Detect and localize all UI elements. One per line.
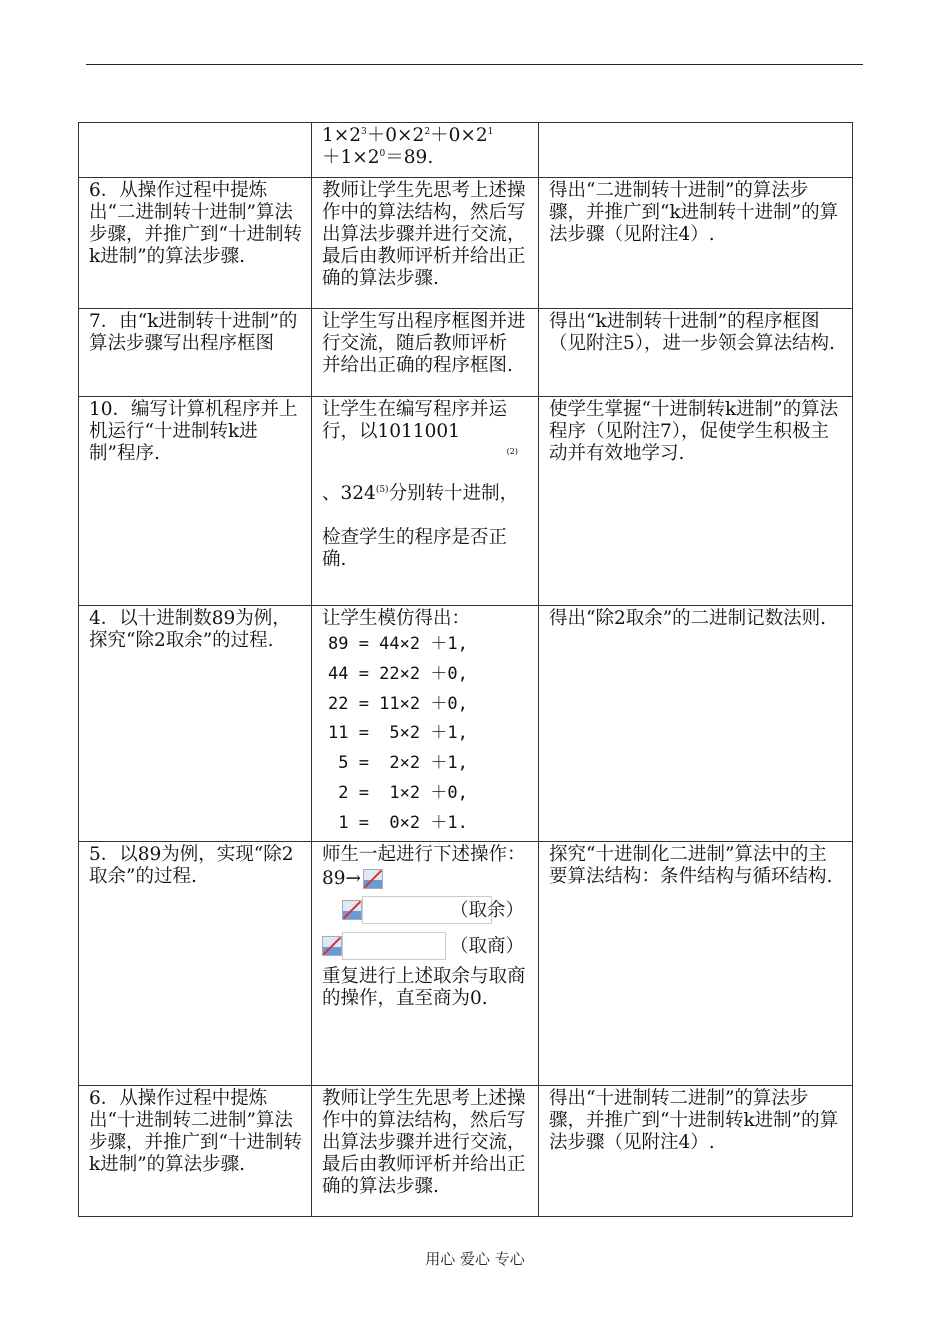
- broken-image-icon: [342, 900, 362, 920]
- image-placeholder: [342, 932, 446, 960]
- equation-line: 1 = 0×2 ＋1.: [328, 812, 468, 833]
- activity-cell: 让学生模仿得出： 89 = 44×2 ＋1, 44 = 22×2 ＋0, 22 = 11×2 ＋0, 11 = 5×2 ＋1, 5 = 2×2 ＋1, 2 = 1×2 ＋0, 1 = 0×2 ＋1.: [312, 606, 539, 842]
- table-row: [79, 606, 853, 842]
- equation-line: 5 = 2×2 ＋1,: [328, 753, 468, 774]
- equation-line: 11 = 5×2 ＋1,: [328, 723, 468, 744]
- equation-line: 44 = 22×2 ＋0,: [328, 663, 468, 684]
- step-cell: 5．以89为例，实现“除2取余”的过程.: [79, 841, 312, 1085]
- table-row: [79, 123, 853, 178]
- equation-line: 89 = 44×2 ＋1,: [328, 634, 468, 654]
- goal-cell: 使学生掌握“十进制转k进制”的算法程序（见附注7），促使学生积极主动并有效地学习.: [539, 397, 853, 606]
- goal-cell: 得出“k进制转十进制”的程序框图（见附注5），进一步领会算法结构.: [539, 309, 853, 397]
- activity-cell: 教师让学生先思考上述操作中的算法结构，然后写出算法步骤并进行交流，最后由教师评析并给出正确的算法步骤.: [312, 178, 539, 309]
- table-row: [79, 178, 853, 309]
- step-cell: 6．从操作过程中提炼出“十进制转二进制”算法步骤，并推广到“十进制转k进制”的算法步骤.: [79, 1085, 312, 1216]
- activity-cell: 师生一起进行下述操作： 89→ （取余） （取商） 重复进行上述取余与取商的操作，直至商为0.: [312, 841, 539, 1085]
- table-row: [79, 1085, 853, 1216]
- step-cell: 6．从操作过程中提炼出“二进制转十进制”算法步骤，并推广到“十进制转k进制”的算法步骤.: [79, 178, 312, 309]
- lesson-table: [78, 122, 853, 1217]
- goal-cell: 得出“二进制转十进制”的算法步骤，并推广到“k进制转十进制”的算法步骤（见附注4）.: [539, 178, 853, 309]
- activity-cell: 让学生在编写程序并运行，以1011001 (2) 、324$^{(5)}$分别转十进制， 检查学生的程序是否正确.: [312, 397, 539, 606]
- step-cell: [79, 123, 312, 178]
- table-row: [79, 309, 853, 397]
- equation-line: 2 = 1×2 ＋0,: [328, 782, 468, 803]
- broken-image-icon: [363, 869, 383, 889]
- step-cell: 4．以十进制数89为例，探究“除2取余”的过程.: [79, 606, 312, 842]
- activity-cell: [312, 123, 539, 178]
- base-subscript: (2): [506, 447, 518, 456]
- table-row: [79, 397, 853, 606]
- formula-line: $1\times 2^3+0\times 2^2+0\times 2^1$: [322, 125, 494, 146]
- header-rule: [86, 64, 863, 65]
- table-row: [79, 841, 853, 1085]
- step-cell: 7．由“k进制转十进制”的算法步骤写出程序框图: [79, 309, 312, 397]
- activity-cell: 教师让学生先思考上述操作中的算法结构，然后写出算法步骤并进行交流，最后由教师评析并给出正确的算法步骤.: [312, 1085, 539, 1216]
- equation-line: 22 = 11×2 ＋0,: [328, 693, 468, 714]
- goal-cell: 探究“十进制化二进制”算法中的主要算法结构：条件结构与循环结构.: [539, 841, 853, 1085]
- goal-cell: [539, 123, 853, 178]
- broken-image-icon: [322, 936, 342, 956]
- page-footer: 用心 爱心 专心: [425, 1250, 525, 1268]
- formula-line: $+1\times 2^0=89$.: [322, 147, 434, 168]
- goal-cell: 得出“十进制转二进制”的算法步骤，并推广到“十进制转k进制”的算法步骤（见附注4）.: [539, 1085, 853, 1216]
- goal-cell: 得出“除2取余”的二进制记数法则.: [539, 606, 853, 842]
- activity-cell: 让学生写出程序框图并进行交流，随后教师评析 并给出正确的程序框图.: [312, 309, 539, 397]
- step-cell: 10．编写计算机程序并上机运行“十进制转k进制”程序.: [79, 397, 312, 606]
